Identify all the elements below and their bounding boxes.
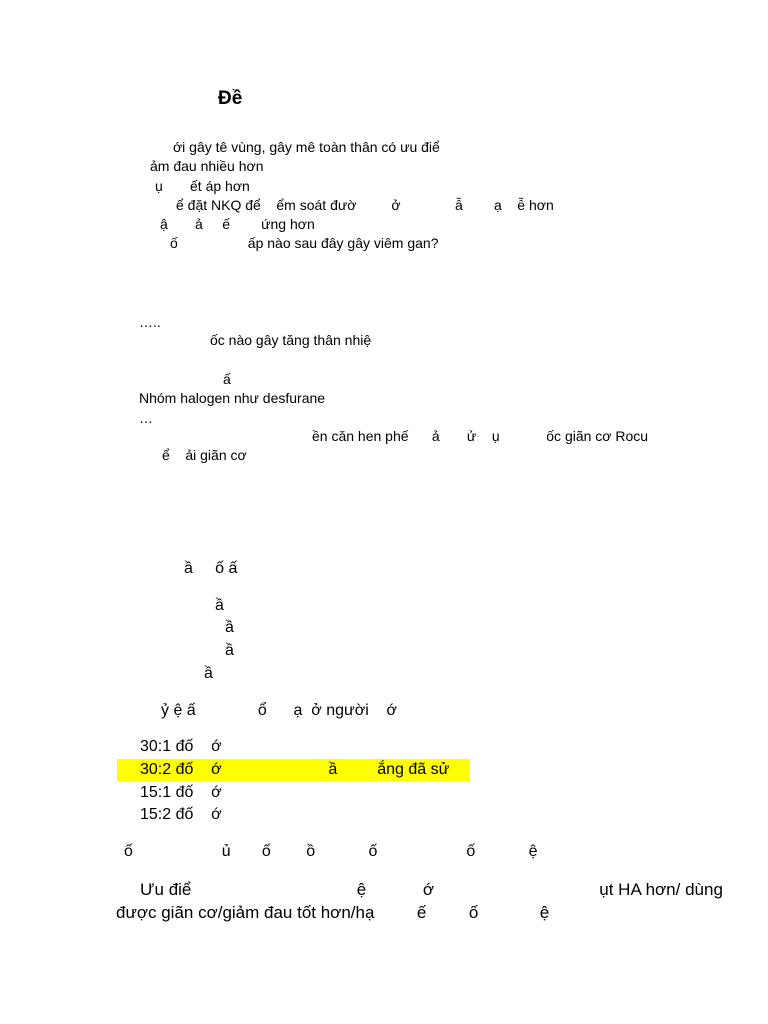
option-line: ảm đau nhiều hơn	[150, 158, 264, 174]
question-line: ố ấp nào sau đây gây viêm gan?	[170, 235, 439, 251]
option-line: ể đặt NKQ để ểm soát đườ ở ẫ ạ ễ hơn	[176, 197, 554, 213]
answer-line: được giãn cơ/giảm đau tốt hơn/hạ ế ố ệ	[116, 903, 550, 922]
question-line: ốc nào gây tăng thân nhiệ	[210, 332, 372, 348]
question-line: ới gây tê vùng, gây mê toàn thân có ưu điể	[173, 139, 440, 155]
option-line: …..	[139, 314, 161, 330]
option-line: 15:2 đố ớ	[140, 806, 222, 823]
option-line: ấ	[223, 371, 231, 387]
answer-line: Ưu điể ệ ớ ụt HA hơn/ dùng	[140, 880, 723, 899]
option-line: ầ	[204, 665, 213, 682]
option-line: Nhóm halogen như desfurane	[139, 390, 326, 406]
option-line: ầ	[215, 597, 224, 614]
question-line: ầ ố ấ	[184, 560, 238, 577]
option-line: 15:1 đố ớ	[140, 784, 222, 801]
highlighted-answer-line: 30:2 đố ớ ầ ắng đã sử	[140, 761, 450, 778]
option-line: 30:1 đố ớ	[140, 738, 222, 755]
question-line: ền căn hen phế ả ử ụ ốc giãn cơ Rocu	[312, 428, 649, 444]
option-line: ụ ết áp hơn	[155, 178, 250, 194]
option-line: ầ	[225, 642, 234, 659]
option-line: …	[139, 410, 153, 426]
page-title: Đề	[218, 88, 243, 109]
question-line: ố ủ ố ồ ố ố ệ	[124, 843, 538, 860]
question-line: ỷ ệ ấ ổ ạ ở người ớ	[161, 702, 398, 719]
option-line: ầ	[225, 619, 234, 636]
option-line: ể ải giãn cơ	[162, 447, 247, 463]
option-line: ậ ả ế ứng hơn	[160, 216, 315, 232]
